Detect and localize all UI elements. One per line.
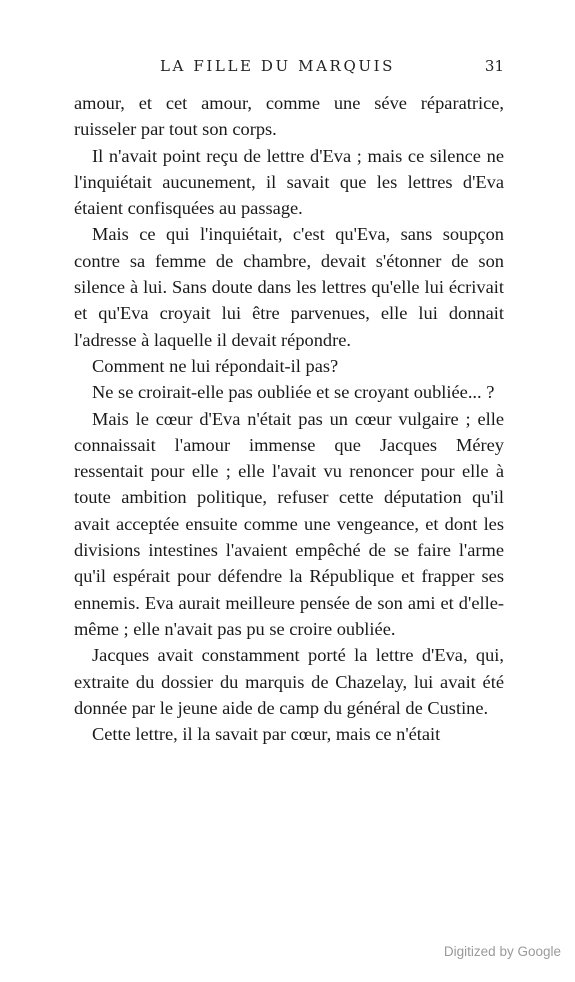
- paragraph: Cette lettre, il la savait par cœur, mais ce n'était: [92, 724, 441, 745]
- paragraph: Mais ce qui l'inquiétait, c'est qu'Eva, sans soupçon contre sa femme de chambre, devait s'étonner de son silence à lui. Sans doute dans les lettres qu'elle lui écrivait et qu'Eva croyait lui être parvenues, elle lui donnait l'adresse à laquelle il devait répondre.: [74, 224, 504, 350]
- page-number: 31: [484, 57, 504, 75]
- paragraph: Mais le cœur d'Eva n'était pas un cœur vulgaire ; elle connaissait l'amour immense que Jacques Mérey ressentait pour elle ; elle l'avait vu renoncer pour elle à toute ambition politique, refuser cette députation qu'il avait acceptée ensuite comme une vengeance, et dont les divisions intestines l'avaient empêché de se faire l'arme qu'il espérait pour défendre la République et frapper ses ennemis. Eva aurait meilleure pensée de son ami et d'elle-même ; elle n'avait pas pu se croire oubliée.: [74, 408, 504, 639]
- body-text: [74, 90, 504, 747]
- paragraph: Ne se croirait-elle pas oubliée et se croyant oubliée... ?: [92, 382, 495, 403]
- running-title: LA FILLE DU MARQUIS: [160, 57, 395, 75]
- paragraph: Il n'avait point reçu de lettre d'Eva ; mais ce silence ne l'inquiétait aucunement, il savait que les lettres d'Eva étaient confisquées au passage.: [74, 145, 504, 219]
- digitization-watermark: Digitized by Google: [443, 944, 561, 959]
- running-head: [74, 57, 504, 79]
- paragraph: amour, et cet amour, comme une séve réparatrice, ruisseler par tout son corps.: [74, 93, 504, 140]
- paragraph: Jacques avait constamment porté la lettre d'Eva, qui, extraite du dossier du marquis de Chazelay, lui avait été donnée par le jeune aide de camp du général de Custine.: [74, 645, 504, 718]
- paragraph: Comment ne lui répondait-il pas?: [92, 355, 339, 376]
